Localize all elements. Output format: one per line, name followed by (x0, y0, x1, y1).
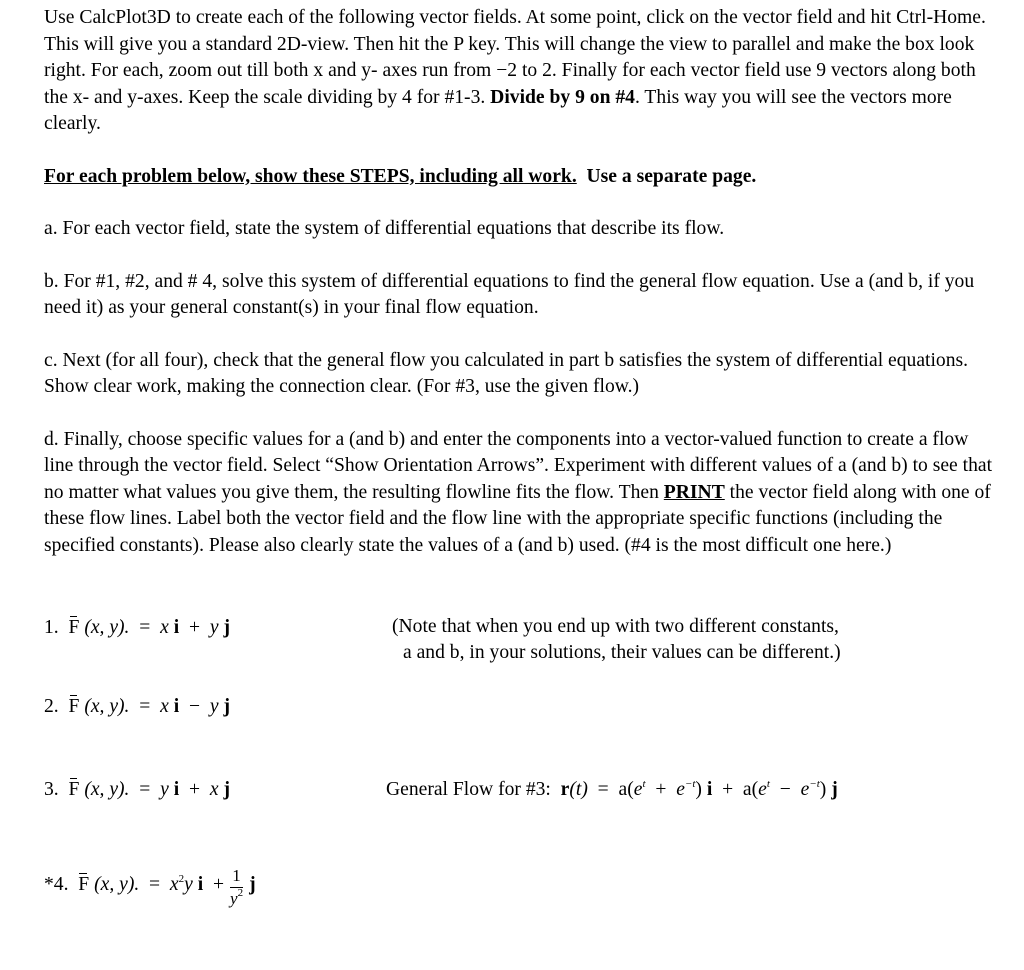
problem-3-equals: = (139, 779, 151, 800)
problem-4-unit-j: j (249, 874, 256, 895)
problem-1-operator: + (188, 617, 201, 638)
fraction-denominator (230, 888, 243, 910)
step-d-print: PRINT (663, 481, 725, 503)
general-flow-exp-1: t (642, 778, 646, 790)
problem-2 (44, 694, 230, 721)
constants-note-line-2: a and b, in your solutions, their values can be different.) (403, 642, 841, 663)
general-flow-e-3: e (758, 779, 767, 800)
general-flow-exp-2: −t (684, 778, 696, 790)
general-flow-t: (t) (569, 779, 588, 800)
vector-f-symbol: F (78, 872, 89, 899)
problem-4-equals: = (149, 874, 161, 895)
general-flow-e-2: e (676, 779, 685, 800)
problem-1-equals: = (139, 617, 151, 638)
problem-2-unit-i: i (173, 696, 180, 717)
vector-f-symbol: F (69, 777, 80, 804)
problem-3-operator: + (188, 779, 201, 800)
step-b: b. For #1, #2, and # 4, solve this system of differential equations to find the general flow equation. Use a (and b, if you need it) as your general constant(s) in your final flow equation. (44, 270, 975, 318)
problem-1-args: (x, y). (84, 617, 130, 638)
general-flow-e-1: e (633, 779, 643, 800)
problem-2-equals: = (139, 696, 151, 717)
problem-4-args: (x, y). (94, 874, 140, 895)
problem-1-unit-j: j (223, 617, 230, 638)
step-c: c. Next (for all four), check that the general flow you calculated in part b satisfies the system of differential equations. Show clear work, making the connection clear. (For #3, use the given flow.) (44, 349, 969, 397)
problem-2-operator: − (188, 696, 201, 717)
general-flow-unit-j: j (831, 779, 838, 800)
intro-paragraph (44, 5, 994, 138)
step-d-text-1: d. Finally, choose specific values for a (and b) and enter the components into a vector-valued function to create a flow line through the vector field. Select “Show Orientation Arrows”. Experiment with different values of a (and b) to see that no matter what values you give them, the resulting flowline fits the flow. Then (44, 428, 993, 503)
general-flow-r: r (560, 779, 570, 800)
problem-3-args: (x, y). (84, 779, 130, 800)
problem-4-y: y (184, 874, 193, 895)
general-flow-label: General Flow for #3: (386, 779, 551, 800)
vector-f-symbol: F (69, 694, 80, 721)
general-flow-close-1: ) (695, 779, 702, 800)
problem-1-term-1: x (160, 617, 169, 638)
problem-2-term-1: x (160, 696, 169, 717)
general-flow-unit-i: i (706, 779, 713, 800)
problem-1-term-2: y (209, 617, 219, 638)
problem-4-number: *4. (44, 874, 69, 895)
vector-f-symbol: F (69, 615, 80, 642)
problem-3 (44, 777, 230, 804)
problem-4-x: x (169, 874, 179, 895)
problem-4 (44, 863, 256, 908)
general-flow-a-1: a( (618, 779, 634, 800)
step-d-text-2: the vector field along with one of these flow lines. Label both the vector field and the flow line with the appropriate specific functions (including the specified constants). Please also clearly state the values of a (and b) used. (#4 is the most difficult one here.) (44, 481, 991, 556)
step-a: a. For each vector field, state the system of differential equations that describe its flow. (44, 218, 725, 239)
problem-4-fraction (230, 865, 243, 910)
general-flow-minus: − (779, 779, 791, 800)
problem-1-number: 1. (44, 617, 59, 638)
problem-3-unit-i: i (173, 779, 180, 800)
problem-2-number: 2. (44, 696, 59, 717)
general-flow-close-2: ) (819, 779, 827, 800)
intro-text-2: . This way you will see the vectors more clearly. (44, 86, 952, 134)
constants-note-line-1: (Note that when you end up with two different constants, (392, 616, 839, 637)
problem-4-operator: + (212, 874, 225, 895)
general-flow-3 (386, 777, 838, 804)
fraction-denominator-exponent: 2 (237, 887, 244, 899)
general-flow-exp-4: −t (809, 778, 820, 790)
problem-1 (44, 615, 230, 642)
fraction-numerator: 1 (230, 865, 243, 888)
problem-3-unit-j: j (223, 779, 230, 800)
steps-heading (44, 164, 994, 191)
problem-3-term-1: y (160, 779, 169, 800)
problem-3-number: 3. (44, 779, 59, 800)
steps-heading-underlined: For each problem below, show these STEPS, including all work. (44, 165, 577, 187)
step-d (44, 427, 994, 560)
problem-3-term-2: x (209, 779, 219, 800)
problem-2-unit-j: j (223, 696, 230, 717)
intro-bold-note: Divide by 9 on #4 (490, 86, 635, 108)
general-flow-a-2: a( (742, 779, 759, 800)
intro-text-1: Use CalcPlot3D to create each of the following vector fields. At some point, click on the vector field and hit Ctrl-Home. This will give you a standard 2D-view. Then hit the P key. This will change the view to parallel and make the box look right. For each, zoom out till both x and y- axes run from −2 to 2. Finally for each vector field use 9 vectors along both the x- and y-axes. Keep the scale dividing by 4 for #1-3. (44, 7, 986, 108)
fraction-denominator-var: y (230, 889, 238, 908)
general-flow-equals: = (597, 779, 609, 800)
general-flow-exp-3: t (766, 778, 770, 790)
problem-2-term-2: y (209, 696, 219, 717)
document-page (44, 5, 994, 908)
problem-1-unit-i: i (173, 617, 180, 638)
steps-heading-rest: Use a separate page. (586, 165, 757, 187)
problem-4-unit-i: i (197, 874, 204, 895)
problem-4-x-exponent: 2 (178, 873, 185, 885)
problem-2-args: (x, y). (84, 696, 130, 717)
general-flow-operator: + (722, 779, 734, 800)
general-flow-plus: + (655, 779, 667, 800)
constants-note (392, 614, 841, 666)
general-flow-e-4: e (800, 779, 810, 800)
